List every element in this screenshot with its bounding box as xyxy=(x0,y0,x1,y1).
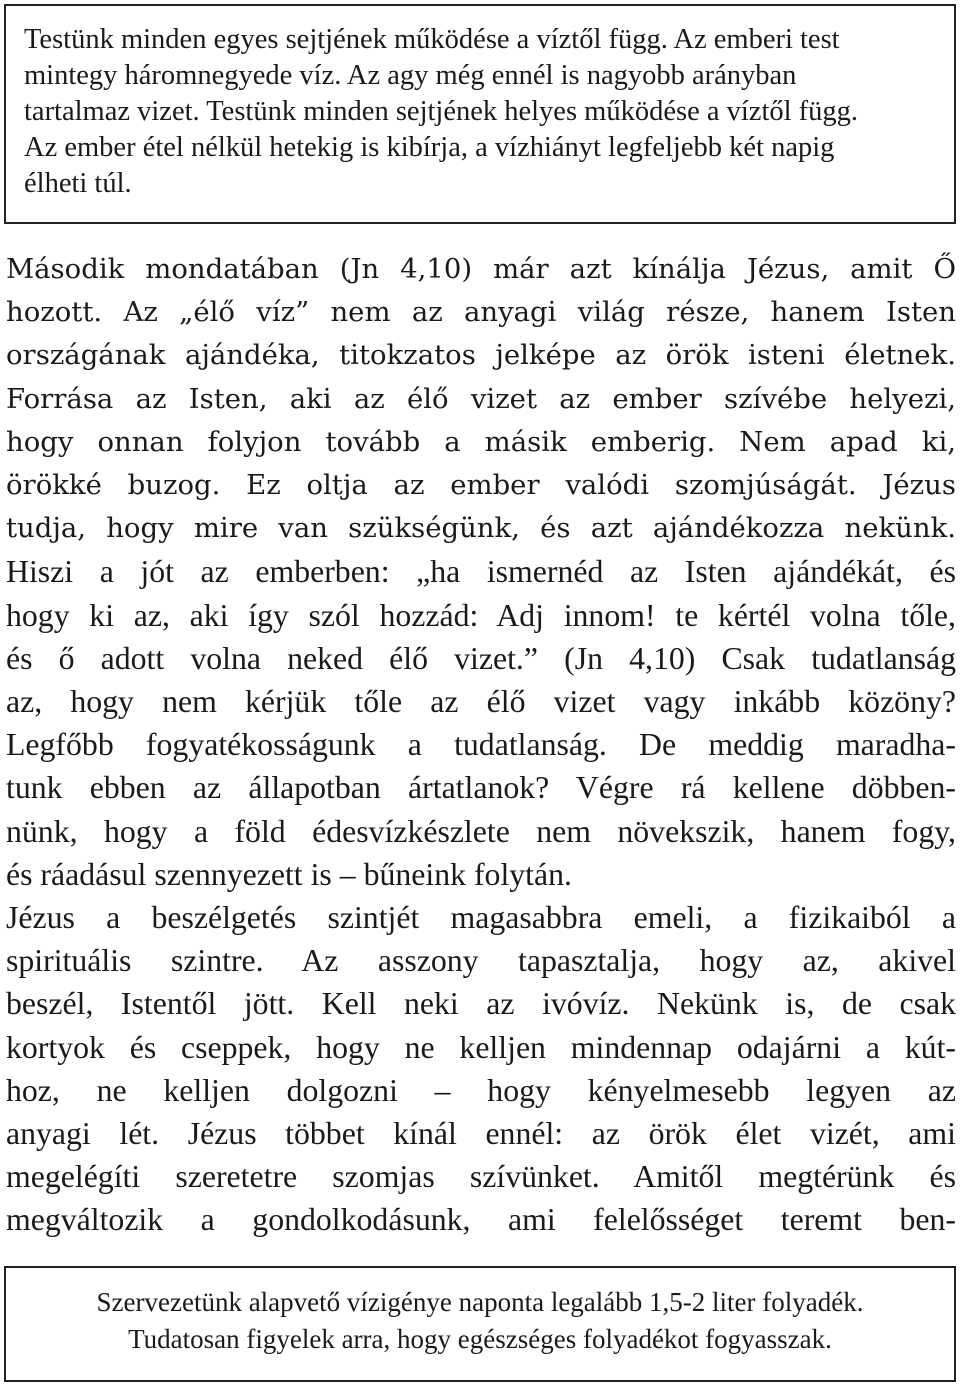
body-line: megváltozik a gondolkodásunk, ami felelősséget teremt ben- xyxy=(6,1202,956,1238)
info-box-line: élheti túl. xyxy=(24,168,132,199)
body-line: Legfőbb fogyatékosságunk a tudatlanság. De meddig maradha- xyxy=(6,727,956,763)
body-line: tudja, hogy mire van szükségünk, és azt ajándékozza nekünk. xyxy=(6,512,956,545)
body-line: hogy ki az, aki így szól hozzád: Adj innom! te kértél volna tőle, xyxy=(6,597,956,633)
body-line: Forrása az Isten, aki az élő vizet az ember szívébe helyezi, xyxy=(6,382,956,415)
body-line: beszél, Istentől jött. Kell neki az ivóvíz. Nekünk is, de csak xyxy=(6,986,956,1022)
body-line: hogy onnan folyjon tovább a másik emberig. Nem apad ki, xyxy=(6,425,956,458)
body-line: az, hogy nem kérjük tőle az élő vizet vagy inkább közöny? xyxy=(6,684,956,720)
body-line: kortyok és cseppek, hogy ne kelljen mindennap odajárni a kút- xyxy=(6,1029,956,1065)
body-line: Jézus a beszélgetés szintjét magasabbra emeli, a fizikaiból a xyxy=(6,900,956,936)
body-line: nünk, hogy a föld édesvízkészlete nem növekszik, hanem fogy, xyxy=(6,813,956,849)
info-box-line: Tudatosan figyelek arra, hogy egészséges folyadékot fogyasszak. xyxy=(128,1324,832,1354)
body-line: tunk ebben az állapotban ártatlanok? Végre rá kellene döbben- xyxy=(6,770,956,806)
body-line: hoz, ne kelljen dolgozni – hogy kényelmesebb legyen az xyxy=(6,1072,956,1108)
body-line: megelégíti szeretetre szomjas szívünket. Amitől megtérünk és xyxy=(6,1159,956,1195)
body-line: Hiszi a jót az emberben: „ha ismernéd az Isten ajándékát, és xyxy=(6,554,956,590)
info-box-line: tartalmaz vizet. Testünk minden sejtjének helyes működése a víztől függ. xyxy=(24,96,859,127)
body-line: Második mondatában (Jn 4,10) már azt kínálja Jézus, amit Ő xyxy=(6,253,956,285)
body-line: és ráadásul szennyezett is – bűneink folytán. xyxy=(6,856,572,892)
info-box-line: Az ember étel nélkül hetekig is kibírja, a vízhiányt legfeljebb két napig xyxy=(24,132,835,163)
body-line: országának ajándéka, titokzatos jelképe az örök isteni életnek. xyxy=(6,339,956,372)
info-box-top xyxy=(4,4,956,224)
info-box-line: Szervezetünk alapvető vízigénye naponta legalább 1,5-2 liter folyadék. xyxy=(96,1287,864,1317)
body-line: és ő adott volna neked élő vizet.” (Jn 4,10) Csak tudatlanság xyxy=(6,640,956,676)
body-line: spirituális szintre. Az asszony tapasztalja, hogy az, akivel xyxy=(6,943,956,979)
article-body xyxy=(6,248,956,1242)
info-box-line: Testünk minden egyes sejtjének működése a víztől függ. Az emberi test xyxy=(24,24,840,55)
body-line: anyagi lét. Jézus többet kínál ennél: az örök élet vizét, ami xyxy=(6,1116,956,1152)
info-box-line: mintegy háromnegyede víz. Az agy még ennél is nagyobb arányban xyxy=(24,60,797,91)
body-line: hozott. Az „élő víz” nem az anyagi világ része, hanem Isten xyxy=(6,296,956,329)
body-line: örökké buzog. Ez oltja az ember valódi szomjúságát. Jézus xyxy=(6,469,956,502)
info-box-bottom xyxy=(4,1266,956,1382)
